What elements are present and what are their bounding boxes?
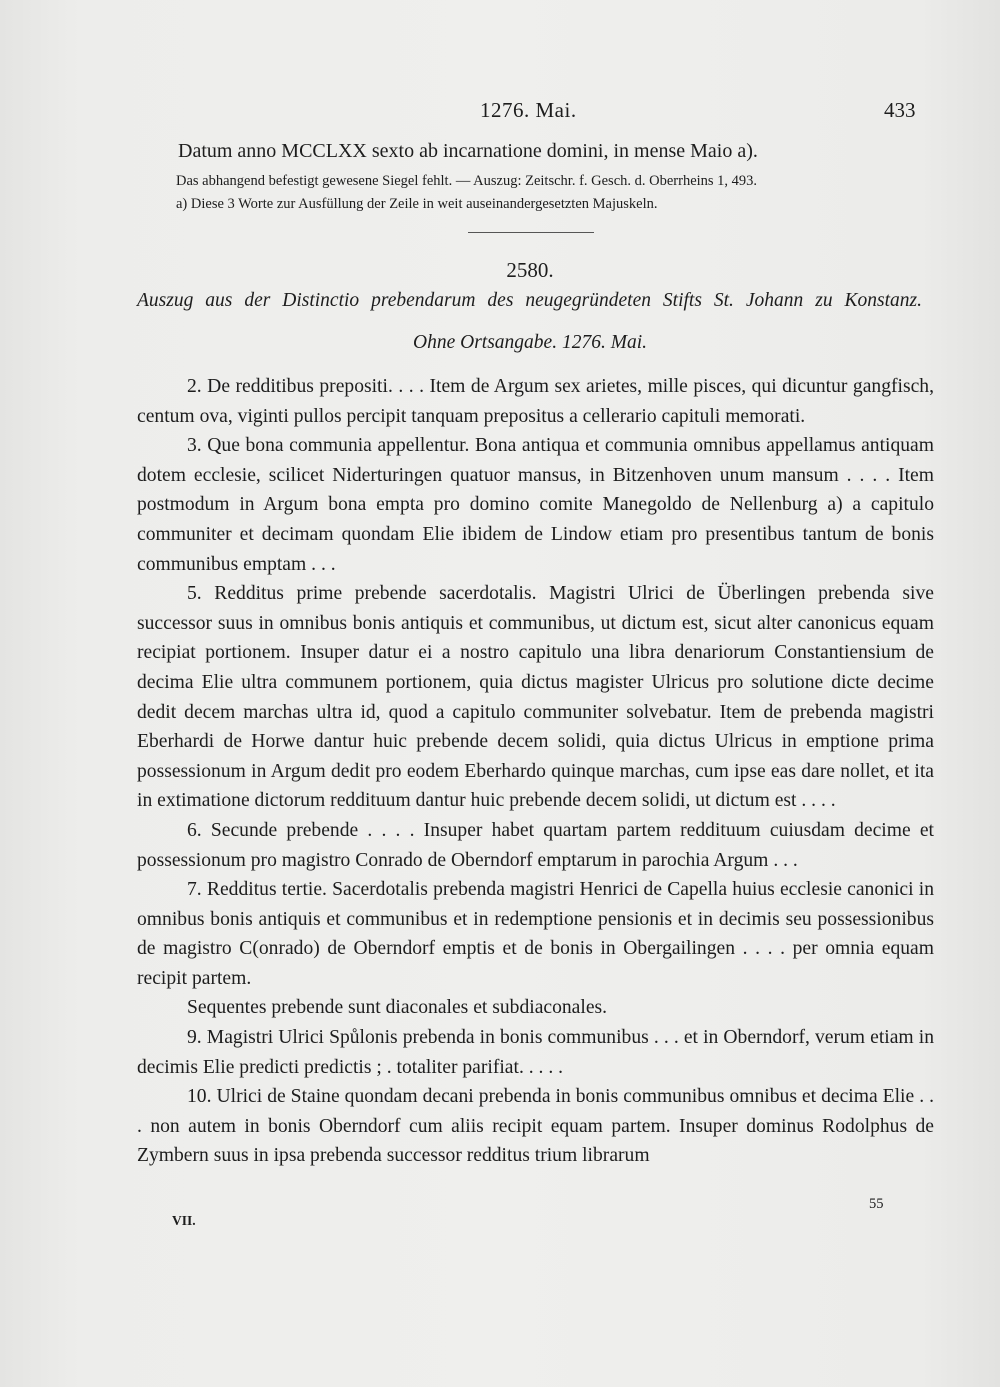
paragraph-3: 3. Que bona communia appellentur. Bona antiqua et communia omnibus appellamus antiquam dotem ecclesie, scilicet Niderturingen quatuor mansus, in Bitzenhoven unum mansum . . . . Item postmodum in Argum bona empta pro domino comite Manegoldo de Nellenburg a) a capitulo communiter et decimam quondam Elie ibidem de Lindow etiam pro presentibus tantum de bonis communibus emptam . . . xyxy=(137,435,934,575)
document-number xyxy=(0,258,1000,283)
body-text xyxy=(137,372,934,1171)
running-head xyxy=(0,98,1000,128)
signature-mark: VII. xyxy=(172,1213,196,1228)
paragraph-2: 2. De redditibus prepositi. . . . Item de Argum sex arietes, mille pisces, qui dicuntur gangfisch, centum ova, viginti pullos percipit tanquam prepositus a cellerario capituli memorati. xyxy=(137,376,934,427)
sheet-number: 55 xyxy=(869,1196,884,1212)
note-seal: Das abhangend befestigt gewesene Siegel fehlt. — Auszug: Zeitschr. f. Gesch. d. Oberrheins 1, 493. xyxy=(176,173,758,189)
page-number: 433 xyxy=(884,98,916,122)
document-regest: Auszug aus der Distinctio prebendarum des neugegründeten Stifts St. Johann zu Konstanz. xyxy=(137,290,922,311)
paragraph-5: 5. Redditus prime prebende sacerdotalis. Magistri Ulrici de Überlingen prebenda sive successor suus in omnibus bonis antiquis et communibus, ut dictum est, sicut alter canonicus equam recipiat portionem. Insuper datur ei a nostro capitulo una libra denariorum Constantiensium de decima Elie ultra communem portionem, quia dictus magister Ulricus pro solutione dicte decime dedit decem marchas ultra id, quod a capitulo communiter solvebatur. Item de prebenda magistri Eberhardi de Horwe dantur huic prebende decem solidi, quia dictus Ulricus in emptione prima possessionum in Argum dedit pro eodem Eberhardo quinque marchas, cum ipse eas dare nollet, et ita in extimatione dictorum reddituum dantur huic prebende decem solidi, ut dictum est . . . . xyxy=(137,583,934,812)
note-a: a) Diese 3 Worte zur Ausfüllung der Zeile in weit auseinandergesetzten Majuskeln. xyxy=(176,196,658,212)
place-date-text: Ohne Ortsangabe. 1276. Mai. xyxy=(413,332,647,353)
paragraph-10: 10. Ulrici de Staine quondam decani prebenda in bonis communibus omnibus et decima Elie . . . non autem in bonis Oberndorf cum aliis recipit equam partem. Insuper dominus Rodolphus de Zymbern suus in ipsa prebenda successor redditus trium librarum xyxy=(137,1086,934,1167)
section-divider xyxy=(468,232,594,233)
paragraph-sequentes: Sequentes prebende sunt diaconales et subdiaconales. xyxy=(187,997,608,1019)
paragraph-6: 6. Secunde prebende . . . . Insuper habet quartam partem reddituum cuiusdam decime et possessionum pro magistro Conrado de Oberndorf emptarum in parochia Argum . . . xyxy=(137,819,934,871)
datum-line: Datum anno MCCLXX sexto ab incarnatione domini, in mense Maio a). xyxy=(178,140,758,162)
paragraph-9: 9. Magistri Ulrici Spůlonis prebenda in bonis communibus . . . et in Oberndorf, verum etiam in decimis Elie predicti predictis ; . totaliter parifiat. . . . . xyxy=(137,1027,934,1078)
running-head-date: 1276. Mai. xyxy=(480,98,577,122)
paragraph-7: 7. Redditus tertie. Sacerdotalis prebenda magistri Henrici de Capella huius ecclesie canonici in omnibus bonis antiquis et communibus et in redemptione pensionis et in decimis seu possessionibus de magistro C(onrado) de Oberndorf emptis et de bonis in Obergailingen . . . . per omnia equam recipit partem. xyxy=(137,879,934,989)
place-date xyxy=(0,332,1000,354)
document-number-text: 2580. xyxy=(506,258,554,282)
